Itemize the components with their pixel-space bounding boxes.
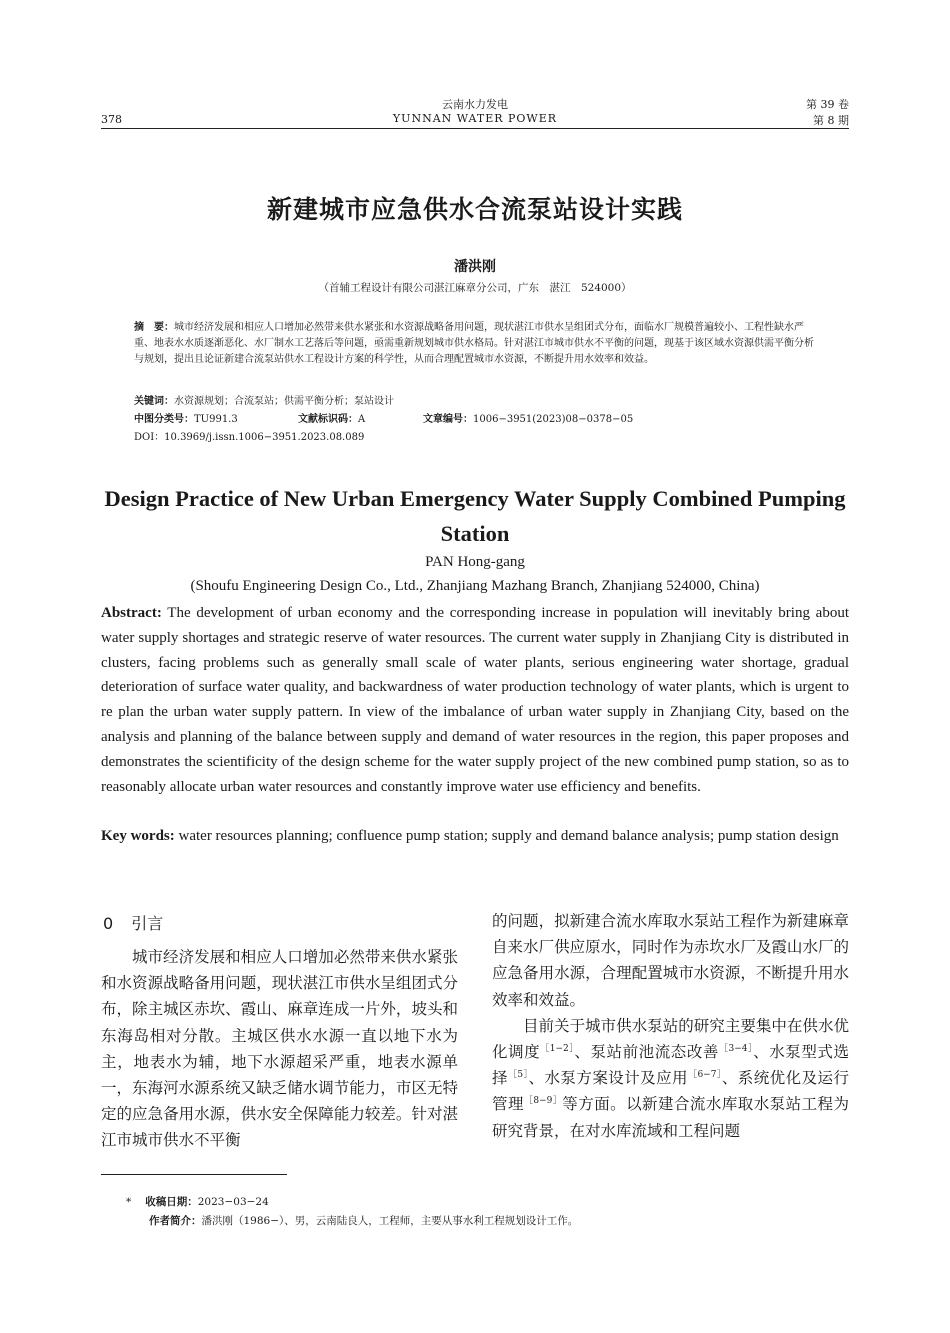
keywords-cn-label: 关键词： [134, 396, 174, 407]
author-affiliation-cn: （首辅工程设计有限公司湛江麻章分公司，广东 湛江 524000） [318, 282, 632, 294]
author-bio-value: 潘洪刚（1986−）、男，云南陆良人，工程师，主要从事水利工程规划设计工作。 [201, 1215, 579, 1227]
doi: DOI：10.3969/j.issn.1006−3951.2023.08.089 [134, 432, 365, 443]
keywords-en-label: Key words: [101, 828, 175, 844]
received-date-value: 2023−03−24 [197, 1196, 269, 1208]
body-text: 等方面。以新建合流水库取水泵站工程为研究背景，在对水库流域和工程问题 [492, 1095, 849, 1140]
body-text: 、水泵方案设计及应用 [528, 1069, 688, 1088]
footnote-received-date [126, 1194, 269, 1209]
body-text: 、泵站前池流态改善 [574, 1043, 719, 1062]
author-name-en: PAN Hong-gang [425, 554, 525, 570]
citation-ref: ［1−2］ [540, 1043, 575, 1054]
citation-ref: ［3−4］ [718, 1043, 754, 1054]
page-number: 378 [101, 113, 122, 126]
citation-ref: ［8−9］ [523, 1096, 563, 1107]
doc-code-label: 文献标识码： [298, 414, 358, 425]
abstract-en-label: Abstract: [101, 605, 162, 621]
body-text: 、水泵型式选择 [492, 1043, 849, 1088]
citation-ref: ［6−7］ [688, 1070, 722, 1081]
section-title: 引言 [131, 914, 164, 933]
body-paragraph: 的问题，拟新建合流水库取水泵站工程作为新建麻章自来水厂供应原水，同时作为赤坎水厂及霞山水厂的应急备用水源，合理配置城市水资源，不断提升用水效率和效益。 [492, 912, 849, 1009]
footnote-divider [101, 1174, 287, 1175]
body-paragraph [492, 1013, 849, 1144]
abstract-en-text: The development of urban economy and the corresponding increase in population will inevitably bring about water supply shortages and strategic reserve of water resources. The current water supply in Zhanjiang City is distributed in clusters, facing problems such as generally small scale of water plants, serious engineering water shortage, gradual deterioration of surface water quality, and backwardness of water production technology of water plants, which is urgent to re plan the urban water supply pattern. In view of the imbalance of urban water supply in Zhanjiang City, based on the analysis and planning of the balance between supply and demand of water resources in the region, this paper proposes and demonstrates the scientificity of the design scheme for the water supply project of the new combined pump station, so as to reasonably allocate urban water resources and constantly improve water use efficiency and benefits. [101, 605, 849, 795]
keywords-cn [134, 394, 818, 410]
article-no-value: 1006−3951(2023)08−0378−05 [473, 414, 634, 425]
article-no-label: 文章编号： [423, 414, 473, 425]
abstract-cn-label: 摘 要： [134, 322, 174, 333]
article-number [423, 412, 633, 428]
clc-value: TU991.3 [194, 414, 238, 425]
clc-code [134, 412, 238, 428]
body-column-left [101, 944, 458, 1154]
classification-row [134, 412, 818, 428]
abstract-cn-text: 城市经济发展和相应人口增加必然带来供水紧张和水资源战略备用问题，现状湛江市供水呈组团式分布，面临水厂规模普遍较小、工程性缺水严重、地表水水质逐渐恶化、水厂制水工艺落后等问题，亟需重新规划城市供水格局。针对湛江市城市供水不平衡的问题，现基于该区域水资源供需平衡分析与规划，提出且论证新建合流泵站供水工程设计方案的科学性，从而合理配置城市水资源，不断提升用水效率和效益。 [134, 322, 814, 365]
abstract-cn [134, 320, 818, 368]
citation-ref: ［5］ [507, 1070, 529, 1081]
document-code [298, 412, 365, 428]
running-header [101, 94, 849, 129]
footnote-marker: * [126, 1196, 132, 1208]
section-number: 0 [103, 914, 114, 933]
body-column-right [492, 908, 849, 1144]
author-affiliation-en: (Shoufu Engineering Design Co., Ltd., Zhanjiang Mazhang Branch, Zhanjiang 524000, China) [190, 578, 760, 594]
doc-code-value: A [358, 414, 366, 425]
body-paragraph: 城市经济发展和相应人口增加必然带来供水紧张和水资源战略备用问题，现状湛江市供水呈组团式分布，除主城区赤坎、霞山、麻章连成一片外，坡头和东海岛相对分散。主城区供水水源一直以地下水为主，地表水为辅，地下水源超采严重，地表水源单一，东海河水源系统又缺乏储水调节能力，市区无特定的应急备用水源，供水安全保障能力较差。针对湛江市城市供水不平衡 [101, 948, 458, 1150]
issue-label: 第 8 期 [813, 114, 849, 127]
received-date-label: 收稿日期： [145, 1196, 198, 1208]
journal-name-en: YUNNAN WATER POWER [392, 112, 558, 125]
keywords-cn-text: 水资源规划；合流泵站；供需平衡分析；泵站设计 [174, 396, 394, 407]
paper-title-en: Design Practice of New Urban Emergency Water Supply Combined Pumping Station [104, 486, 846, 546]
paper-title-cn: 新建城市应急供水合流泵站设计实践 [266, 195, 683, 224]
journal-name-cn: 云南水力发电 [442, 98, 508, 111]
volume-label: 第 39 卷 [806, 98, 849, 111]
body-text: 目前关于城市供水泵站的研究主要集中在供水优化调度 [492, 1016, 849, 1062]
section-heading-introduction [103, 911, 163, 934]
author-name-cn: 潘洪刚 [454, 259, 496, 275]
footnote-author-bio [149, 1213, 578, 1228]
author-bio-label: 作者简介： [149, 1215, 202, 1227]
clc-label: 中图分类号： [134, 414, 194, 425]
abstract-en [101, 601, 849, 799]
keywords-en [101, 824, 849, 849]
body-text: 、系统优化及运行管理 [492, 1069, 849, 1114]
keywords-en-text: water resources planning; confluence pump station; supply and demand balance analysis; pump station design [174, 828, 839, 844]
